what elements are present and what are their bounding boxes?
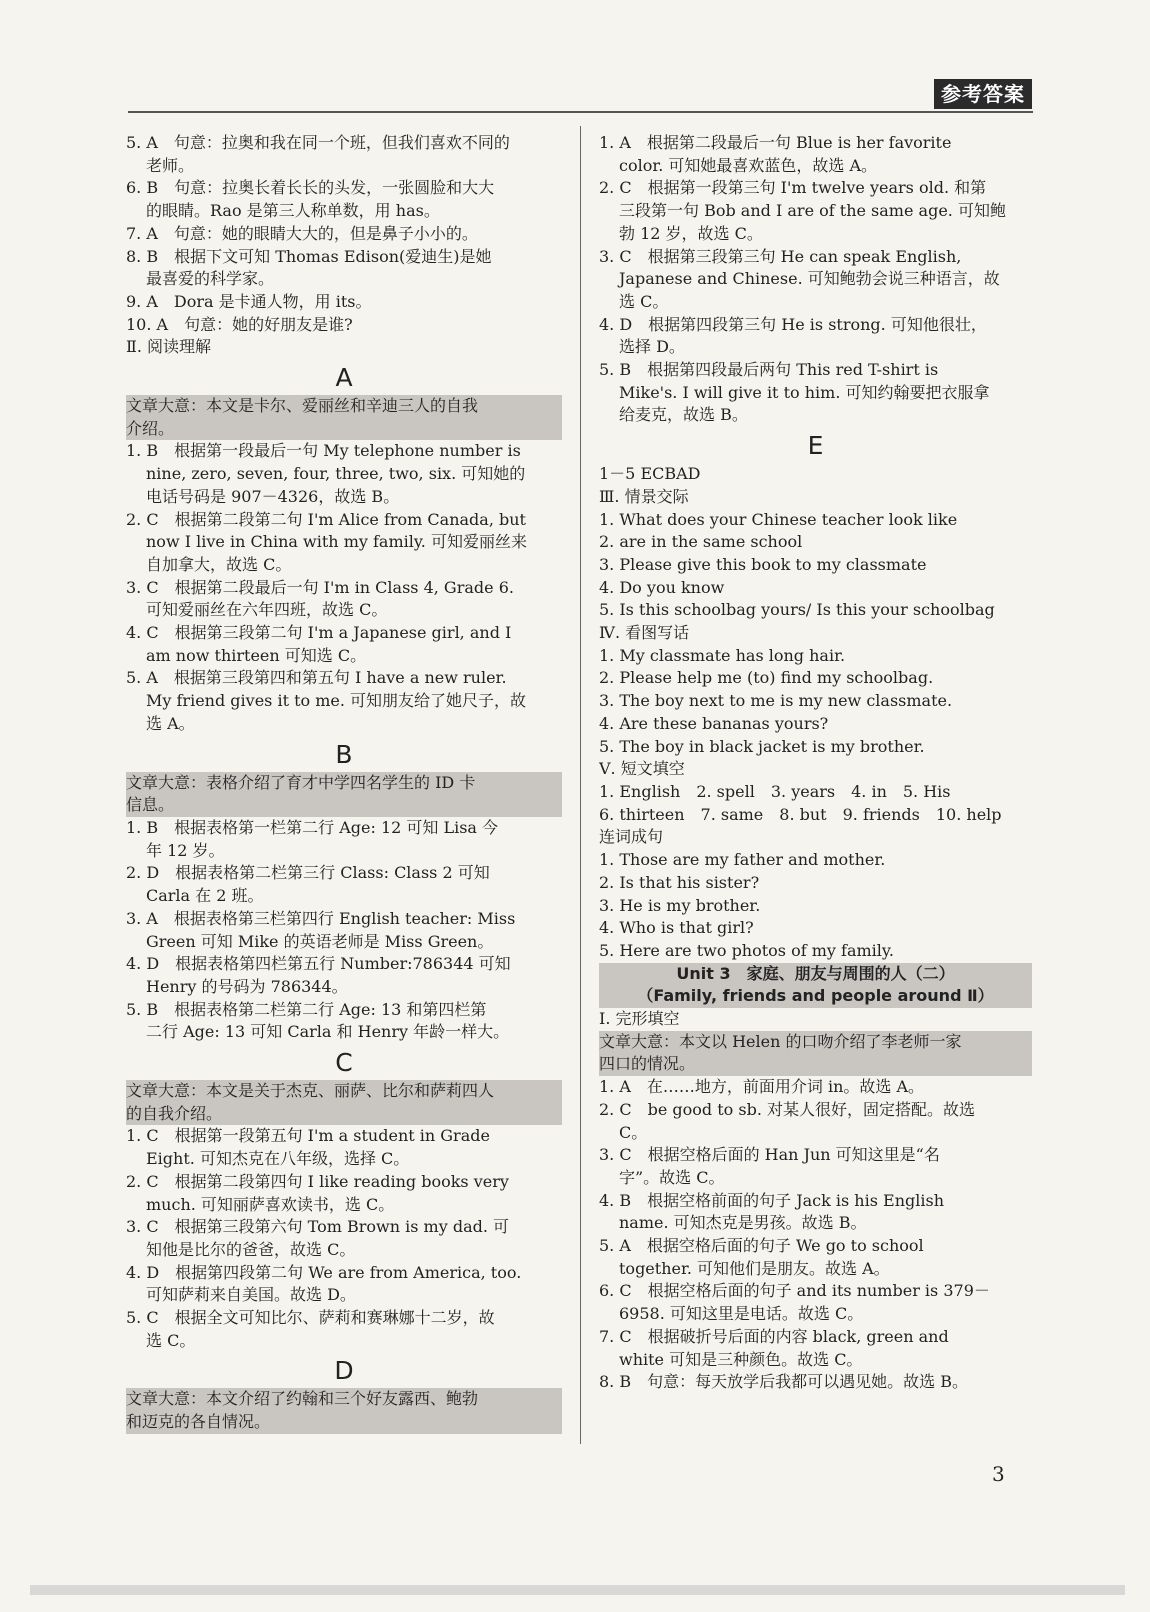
answer-item	[599, 177, 1032, 245]
cloze-line: 1. English 2. spell 3. years 4. in 5. His	[599, 781, 951, 801]
answer-line: 3. C 根据第三段第三句 He can speak English,	[599, 246, 962, 266]
answer-continuation: Henry 的号码为 786344。	[146, 976, 348, 996]
right-column	[599, 132, 1032, 1394]
situational-line: 4. Do you know	[599, 577, 725, 597]
answer-line: 10. A 句意：她的好朋友是谁?	[126, 314, 353, 334]
answer-line: 1. B 根据第一段最后一句 My telephone number is	[126, 441, 521, 461]
situational-line: 5. Is this schoolbag yours/ Is this your schoolbag	[599, 600, 995, 620]
reading-title: Ⅱ. 阅读理解	[126, 337, 212, 357]
summary-line: 介绍。	[126, 418, 175, 438]
header-rule	[128, 111, 1033, 113]
answer-continuation: 老师。	[146, 155, 195, 175]
answer-item	[599, 1371, 1032, 1394]
answer-continuation: 自加拿大，故选 C。	[146, 554, 292, 574]
answer-continuation: now I live in China with my family. 可知爱丽丝来	[146, 532, 527, 552]
summary-box	[126, 395, 562, 440]
answer-continuation: Green 可知 Mike 的英语老师是 Miss Green。	[146, 931, 494, 951]
answer-item	[126, 1171, 562, 1216]
answer-line: 8. B 根据下文可知 Thomas Edison(爱迪生)是她	[126, 246, 492, 266]
answer-continuation: nine, zero, seven, four, three, two, six. 可知她的	[146, 464, 526, 484]
answer-continuation: 可知萨莉来自美国。故选 D。	[146, 1285, 356, 1305]
left-column	[126, 132, 562, 1434]
answer-item	[126, 1125, 562, 1170]
unit-title-box	[599, 963, 1032, 1008]
answer-line: 8. B 句意：每天放学后我都可以遇见她。故选 B。	[599, 1372, 968, 1392]
section-e-label: E	[807, 431, 824, 461]
answer-item	[126, 1262, 562, 1307]
answer-item	[126, 999, 562, 1044]
unit-title-line: （Family, friends and people around Ⅱ）	[637, 986, 994, 1006]
page-number: 3	[992, 1462, 1005, 1486]
answer-continuation: name. 可知杰克是男孩。故选 B。	[619, 1213, 867, 1233]
answer-line: 5. A 句意：拉奥和我在同一个班，但我们喜欢不同的	[126, 133, 510, 152]
sentence-line: 4. Who is that girl?	[599, 918, 754, 938]
answer-line: 5. B 根据表格第二栏第二行 Age: 13 和第四栏第	[126, 999, 487, 1019]
answer-item	[126, 908, 562, 953]
picture-line: 1. My classmate has long hair.	[599, 645, 846, 665]
summary-line: 信息。	[126, 795, 175, 815]
answer-continuation: 知他是比尔的爸爸，故选 C。	[146, 1239, 356, 1259]
answer-line: 7. A 句意：她的眼睛大大的，但是鼻子小小的。	[126, 223, 478, 243]
answer-line: 9. A Dora 是卡通人物，用 its。	[126, 291, 372, 311]
answer-line: 1. A 在……地方，前面用介词 in。故选 A。	[599, 1077, 925, 1097]
answer-line: 4. D 根据表格第四栏第五行 Number:786344 可知	[126, 954, 511, 974]
answer-continuation: 可知爱丽丝在六年四班，故选 C。	[146, 600, 388, 620]
answer-line: 2. D 根据表格第二栏第三行 Class: Class 2 可知	[126, 863, 490, 883]
answer-key-tag: 参考答案	[934, 79, 1032, 109]
summary-line: 四口的情况。	[599, 1054, 696, 1074]
answer-continuation: am now thirteen 可知选 C。	[146, 645, 367, 665]
picture-line: 2. Please help me (to) find my schoolbag.	[599, 668, 934, 688]
answer-continuation: Eight. 可知杰克在八年级，选择 C。	[146, 1149, 410, 1169]
situational-line: 3. Please give this book to my classmate	[599, 554, 927, 574]
summary-box	[126, 1388, 562, 1433]
answer-line: 1. C 根据第一段第五句 I'm a student in Grade	[126, 1126, 490, 1146]
sentence-title: 连词成句	[599, 827, 664, 847]
section-b-label: B	[335, 739, 353, 769]
answer-item	[126, 862, 562, 907]
answer-item	[126, 1307, 562, 1352]
answer-continuation: much. 可知丽萨喜欢读书，选 C。	[146, 1194, 395, 1214]
answer-continuation: C。	[619, 1122, 648, 1142]
answer-continuation: 选 C。	[146, 1330, 196, 1350]
answer-continuation: My friend gives it to me. 可知朋友给了她尺子，故	[146, 691, 527, 711]
answer-item	[126, 223, 562, 246]
section-d-label: D	[334, 1356, 354, 1386]
answer-item	[126, 246, 562, 291]
answer-continuation: 三段第一句 Bob and I are of the same age. 可知鲍	[619, 201, 1006, 221]
answer-continuation: 最喜爱的科学家。	[146, 269, 275, 289]
answer-item	[126, 177, 562, 222]
answer-continuation: white 可知是三种颜色。故选 C。	[619, 1349, 863, 1369]
answer-item	[599, 1076, 1032, 1099]
answer-continuation: 选 A。	[146, 713, 195, 733]
answer-line: 5. C 根据全文可知比尔、萨莉和赛琳娜十二岁，故	[126, 1308, 495, 1328]
answer-line: 2. C 根据第二段第四句 I like reading books very	[126, 1171, 509, 1191]
cloze-title: Ⅴ. 短文填空	[599, 759, 685, 779]
summary-line: 的自我介绍。	[126, 1103, 223, 1123]
answer-line: 3. C 根据第三段第六句 Tom Brown is my dad. 可	[126, 1217, 510, 1237]
answer-item	[599, 1235, 1032, 1280]
answer-item	[599, 1190, 1032, 1235]
answer-item	[599, 359, 1032, 427]
answer-item	[126, 1216, 562, 1261]
answer-item	[126, 509, 562, 577]
answer-item	[126, 622, 562, 667]
answer-line: 2. C 根据第一段第三句 I'm twelve years old. 和第	[599, 178, 987, 198]
answer-line: 6. B 句意：拉奥长着长长的头发，一张圆脸和大大	[126, 178, 495, 198]
sentence-line: 3. He is my brother.	[599, 895, 761, 915]
answer-line: 3. C 根据第二段最后一句 I'm in Class 4, Grade 6.	[126, 577, 514, 597]
section-e-answer: 1－5 ECBAD	[599, 464, 701, 484]
answer-continuation: 6958. 可知这里是电话。故选 C。	[619, 1304, 864, 1324]
answer-continuation: Japanese and Chinese. 可知鲍勃会说三种语言，故	[619, 269, 1000, 289]
answer-continuation: 选择 D。	[619, 337, 685, 357]
section-a-label: A	[335, 363, 353, 393]
answer-item	[599, 1280, 1032, 1325]
answer-line: 4. D 根据第四段第三句 He is strong. 可知他很壮，	[599, 314, 987, 334]
answer-line: 5. A 根据第三段第四和第五句 I have a new ruler.	[126, 668, 507, 688]
answer-item	[126, 440, 562, 508]
summary-line: 文章大意：本文介绍了约翰和三个好友露西、鲍勃	[126, 1389, 479, 1409]
answer-continuation: 电话号码是 907－4326，故选 B。	[146, 486, 400, 506]
answer-continuation: 勃 12 岁，故选 C。	[619, 223, 763, 243]
bottom-band	[30, 1585, 1125, 1595]
answer-continuation: Carla 在 2 班。	[146, 886, 264, 906]
answer-item	[599, 246, 1032, 314]
answer-item	[126, 314, 562, 337]
answer-continuation: Mike's. I will give it to him. 可知约翰要把衣服拿	[619, 382, 990, 402]
summary-line: 文章大意：本文是卡尔、爱丽丝和辛迪三人的自我	[126, 396, 479, 416]
summary-line: 文章大意：本文以 Helen 的口吻介绍了李老师一家	[599, 1031, 962, 1051]
answer-line: 2. C be good to sb. 对某人很好，固定搭配。故选	[599, 1099, 976, 1119]
answer-item	[126, 291, 562, 314]
answer-line: 4. C 根据第三段第二句 I'm a Japanese girl, and I	[126, 623, 512, 643]
summary-line: 文章大意：本文是关于杰克、丽萨、比尔和萨莉四人	[126, 1081, 495, 1101]
situational-line: 2. are in the same school	[599, 532, 803, 552]
summary-box	[126, 772, 562, 817]
summary-box	[599, 1031, 1032, 1076]
answer-continuation: 给麦克，故选 B。	[619, 405, 748, 425]
answer-continuation: together. 可知他们是朋友。故选 A。	[619, 1258, 890, 1278]
sentence-line: 2. Is that his sister?	[599, 872, 760, 892]
answer-line: 5. B 根据第四段最后两句 This red T-shirt is	[599, 360, 939, 380]
answer-continuation: 年 12 岁。	[146, 840, 225, 860]
section-c-label: C	[335, 1048, 353, 1078]
answer-item	[599, 1144, 1032, 1189]
answer-item	[126, 953, 562, 998]
answer-line: 6. C 根据空格后面的句子 and its number is 379－	[599, 1281, 990, 1301]
answer-item	[126, 817, 562, 862]
answer-line: 7. C 根据破折号后面的内容 black, green and	[599, 1326, 949, 1346]
answer-line: 4. B 根据空格前面的句子 Jack is his English	[599, 1190, 945, 1210]
fill-title: Ⅰ. 完形填空	[599, 1009, 680, 1029]
answer-item	[599, 1326, 1032, 1371]
answer-item	[126, 132, 562, 177]
answer-continuation: 字”。故选 C。	[619, 1167, 725, 1187]
picture-line: 5. The boy in black jacket is my brother.	[599, 736, 925, 756]
answer-item	[599, 1099, 1032, 1144]
answer-continuation: 二行 Age: 13 可知 Carla 和 Henry 年龄一样大。	[146, 1022, 510, 1042]
answer-line: 1. B 根据表格第一栏第二行 Age: 12 可知 Lisa 今	[126, 817, 499, 837]
sentence-line: 5. Here are two photos of my family.	[599, 940, 894, 960]
summary-box	[126, 1080, 562, 1125]
answer-continuation: 选 C。	[619, 291, 669, 311]
answer-line: 1. A 根据第二段最后一句 Blue is her favorite	[599, 133, 952, 152]
answer-line: 4. D 根据第四段第二句 We are from America, too.	[126, 1262, 522, 1282]
picture-title: Ⅳ. 看图写话	[599, 623, 690, 643]
situational-title: Ⅲ. 情景交际	[599, 486, 689, 506]
answer-line: 5. A 根据空格后面的句子 We go to school	[599, 1236, 924, 1256]
summary-line: 文章大意：表格介绍了育才中学四名学生的 ID 卡	[126, 772, 476, 792]
summary-line: 和迈克的各自情况。	[126, 1412, 271, 1432]
answer-item	[599, 314, 1032, 359]
unit-title-line: Unit 3 家庭、朋友与周围的人（二）	[676, 963, 955, 983]
answer-line: 3. C 根据空格后面的 Han Jun 可知这里是“名	[599, 1145, 940, 1165]
answer-line: 2. C 根据第二段第二句 I'm Alice from Canada, but	[126, 509, 526, 529]
column-divider	[580, 126, 581, 1444]
answer-continuation: color. 可知她最喜欢蓝色，故选 A。	[619, 155, 878, 175]
sentence-line: 1. Those are my father and mother.	[599, 850, 886, 870]
situational-line: 1. What does your Chinese teacher look like	[599, 509, 958, 529]
answer-item	[126, 667, 562, 735]
answer-item	[599, 132, 1032, 177]
picture-line: 4. Are these bananas yours?	[599, 713, 829, 733]
cloze-line: 6. thirteen 7. same 8. but 9. friends 10. help	[599, 804, 1002, 824]
answer-line: 3. A 根据表格第三栏第四行 English teacher: Miss	[126, 908, 516, 928]
answer-continuation: 的眼睛。Rao 是第三人称单数，用 has。	[146, 201, 440, 221]
picture-line: 3. The boy next to me is my new classmate.	[599, 691, 953, 711]
answer-item	[126, 577, 562, 622]
